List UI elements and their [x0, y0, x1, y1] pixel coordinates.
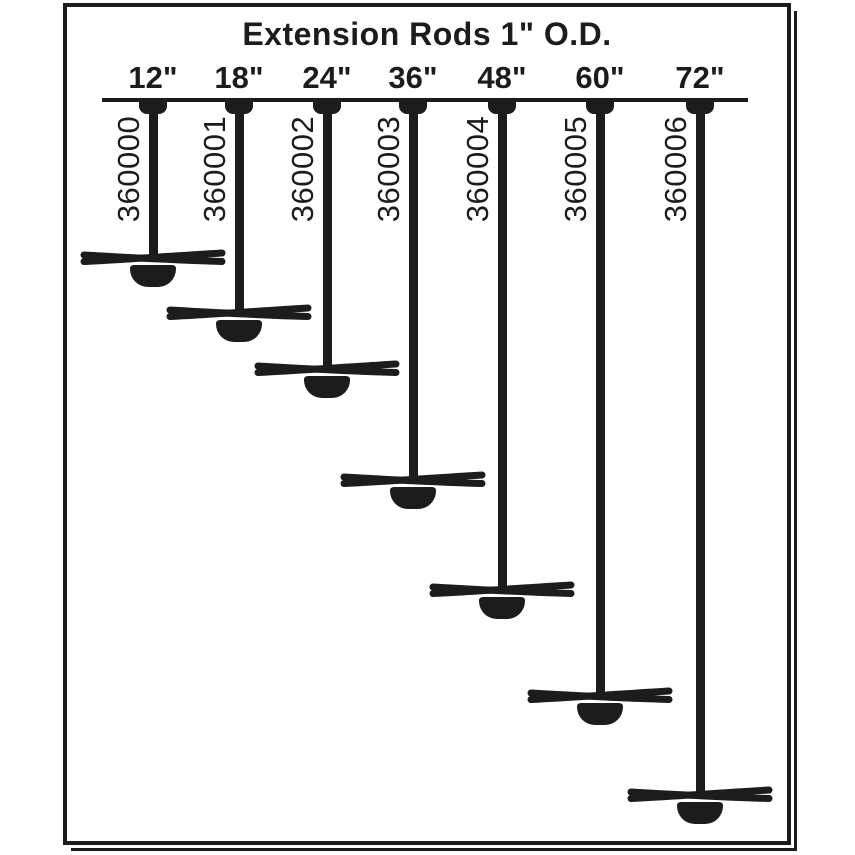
part-number-label: 360005 — [558, 115, 593, 223]
rod-length-label: 48" — [477, 60, 527, 95]
rod-length-label: 60" — [575, 60, 625, 95]
extension-rod-bar — [323, 99, 332, 369]
extension-rod-bar — [498, 99, 507, 590]
part-number-label: 360004 — [460, 115, 495, 223]
extension-rod-bar — [149, 99, 158, 258]
rod-length-label: 18" — [214, 60, 264, 95]
extension-rod-bar — [235, 99, 244, 313]
part-number-label: 360000 — [111, 115, 146, 223]
extension-rod-bar — [409, 99, 418, 480]
diagram-title: Extension Rods 1" O.D. — [242, 16, 612, 52]
rod-length-label: 36" — [388, 60, 438, 95]
part-number-label: 360001 — [197, 115, 232, 223]
extension-rod-bar — [596, 99, 605, 696]
part-number-label: 360002 — [285, 115, 320, 223]
extension-rod-bar — [696, 99, 705, 795]
part-number-label: 360003 — [371, 115, 406, 223]
rod-length-label: 24" — [302, 60, 352, 95]
rod-length-label: 72" — [675, 60, 725, 95]
part-number-label: 360006 — [658, 115, 693, 223]
rod-length-label: 12" — [128, 60, 178, 95]
